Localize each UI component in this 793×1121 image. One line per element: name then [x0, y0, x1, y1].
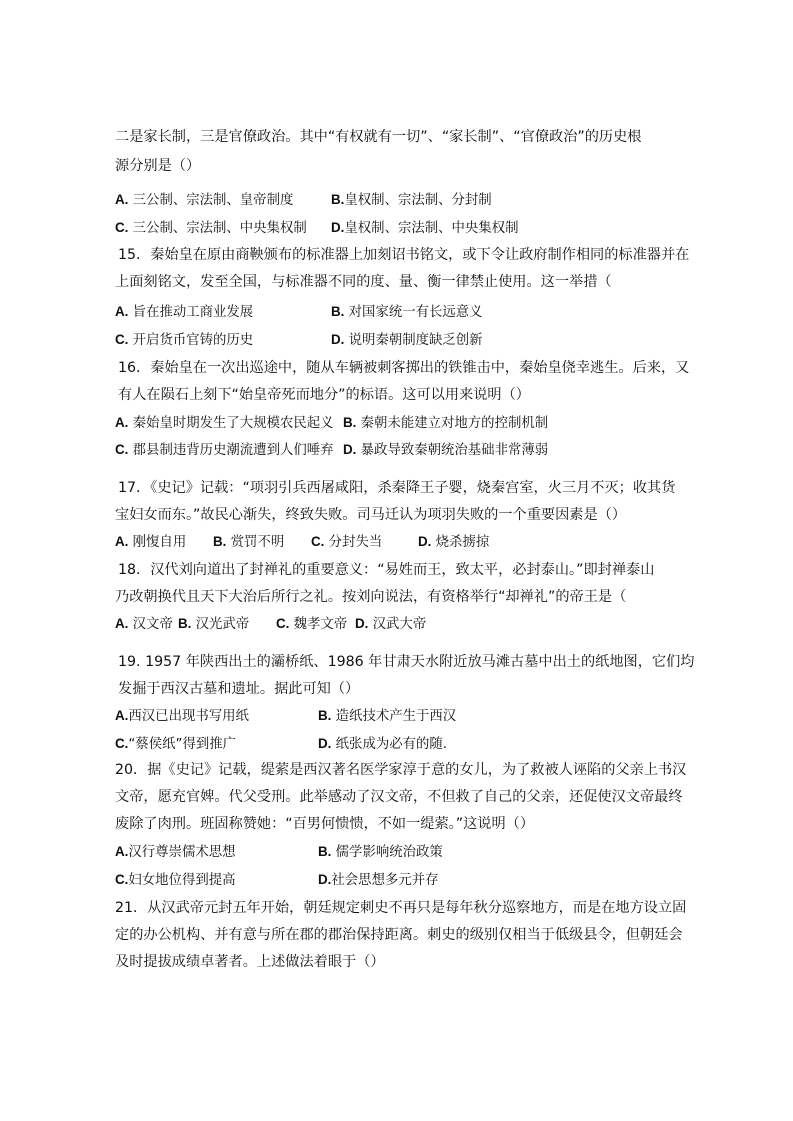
option-text: 汉文帝 — [132, 617, 173, 632]
option-label: B. — [331, 304, 345, 319]
question-15-option-a[interactable] — [115, 302, 253, 323]
question-16-option-b[interactable] — [343, 413, 548, 434]
question-16-option-a[interactable] — [115, 413, 334, 434]
question-19-text-line-2: 发掘于西汉古墓和遗址。据此可知（） — [118, 681, 360, 697]
question-14-option-b[interactable] — [331, 190, 492, 211]
question-17-option-b[interactable] — [213, 532, 284, 553]
option-label: C. — [311, 534, 325, 549]
option-label: C. — [115, 872, 129, 887]
option-text: 开启货币官铸的历史 — [132, 333, 254, 348]
question-14-option-c[interactable] — [115, 218, 307, 239]
option-text: 汉行尊崇儒术思想 — [128, 845, 236, 860]
question-14-text-line-2: 源分别是（） — [115, 158, 201, 174]
question-19-option-a[interactable] — [115, 706, 249, 727]
option-text: 三公制、宗法制、中央集权制 — [132, 221, 307, 236]
question-21-text-line-3: 及时提拔成绩卓著者。上述做法着眼于（） — [115, 954, 385, 970]
question-21-text-line-1: 21．从汉武帝元封五年开始，朝廷规定刺史不再只是每年秋分巡察地方，而是在地方设立固 — [115, 900, 687, 916]
option-text: 汉光武帝 — [195, 617, 250, 632]
question-17-text-line-1: 17．《史记》记载：“项羽引兵西屠咸阳，杀秦降王子婴，烧秦宫室，火三月不灭；收其货 — [118, 480, 676, 496]
question-14-option-d[interactable] — [331, 218, 518, 239]
question-20-text-line-3: 废除了肉刑。班固称赞她：“百男何愦愦，不如一缇萦。”这说明（） — [115, 816, 535, 832]
question-18-option-d[interactable] — [355, 614, 426, 635]
question-14-option-a[interactable] — [115, 190, 293, 211]
option-text: 魏孝文帝 — [293, 617, 348, 632]
option-label: B. — [318, 844, 332, 859]
option-label: D. — [355, 616, 369, 631]
option-label: B. — [178, 616, 192, 631]
question-16-text-line-2: 有人在陨石上刻下“始皇帝死而地分”的标语。这可以用来说明（） — [118, 387, 530, 403]
option-label: B. — [318, 708, 332, 723]
question-19-option-c[interactable] — [115, 734, 236, 755]
option-label: A. — [115, 304, 129, 319]
question-16-text-line-1: 16．秦始皇在一次出巡途中，随从车辆被刺客掷出的铁锥击中，秦始皇侥幸逃生。后来，又 — [118, 360, 690, 376]
question-14-text-line-1: 二是家长制，三是官僚政治。其中“有权就有一切”、“家长制”、“官僚政治”的历史根 — [115, 129, 642, 145]
option-text: “蔡侯纸”得到推广 — [128, 737, 237, 752]
question-19-text-line-1: 19. 1957 年陕西出土的灞桥纸、1986 年甘肃天水附近放马滩古墓中出土的纸地图，它们均 — [118, 654, 695, 670]
question-18-text-line-1: 18．汉代刘向道出了封禅礼的重要意义：“易姓而王，致太平，必封泰山。”即封禅泰山 — [118, 562, 655, 578]
question-20-text-line-2: 文帝，愿充官婢。代父受刑。此举感动了汉文帝，不但救了自己的父亲，还促使汉文帝最终 — [115, 789, 683, 805]
option-label: B. — [331, 192, 345, 207]
question-18-option-b[interactable] — [178, 614, 249, 635]
question-20-option-d[interactable] — [318, 870, 439, 891]
question-19-option-b[interactable] — [318, 706, 456, 727]
option-label: D. — [343, 442, 357, 457]
option-text: 社会思想多元并存 — [331, 873, 439, 888]
option-text: 秦朝未能建立对地方的控制机制 — [360, 416, 549, 431]
option-text: 妇女地位得到提高 — [128, 873, 236, 888]
option-text: 旨在推动工商业发展 — [132, 305, 254, 320]
option-text: 烧杀掳掠 — [435, 535, 490, 550]
option-text: 儒学影响统治政策 — [335, 845, 443, 860]
question-15-option-b[interactable] — [331, 302, 483, 323]
option-label: C. — [115, 332, 129, 347]
option-text: 赏罚不明 — [230, 535, 285, 550]
option-label: C. — [115, 736, 129, 751]
option-label: A. — [115, 616, 129, 631]
option-label: A. — [115, 534, 129, 549]
question-18-option-a[interactable] — [115, 614, 173, 635]
question-17-option-d[interactable] — [418, 532, 489, 553]
option-text: 纸张成为必有的随. — [335, 737, 448, 752]
option-label: A. — [115, 844, 129, 859]
option-text: 分封失当 — [328, 535, 383, 550]
option-text: 皇权制、宗法制、中央集权制 — [344, 221, 519, 236]
question-15-text-line-1: 15．秦始皇在原由商鞅颁布的标准器上加刻诏书铭文，或下令让政府制作相同的标准器并在 — [118, 247, 690, 263]
option-text: 说明秦朝制度缺乏创新 — [348, 333, 483, 348]
question-17-option-a[interactable] — [115, 532, 186, 553]
option-text: 刚愎自用 — [132, 535, 187, 550]
question-21-text-line-2: 定的办公机构、并有意与所在郡的郡治保持距离。刺史的级别仅相当于低级县令，但朝廷会 — [115, 927, 683, 943]
option-text: 造纸技术产生于西汉 — [335, 709, 457, 724]
option-text: 对国家统一有长远意义 — [348, 305, 483, 320]
option-label: B. — [213, 534, 227, 549]
question-18-option-c[interactable] — [276, 614, 347, 635]
option-label: C. — [115, 442, 129, 457]
option-text: 郡县制违背历史潮流遭到人们唾弃 — [132, 443, 334, 458]
option-label: B. — [343, 415, 357, 430]
option-label: D. — [318, 872, 332, 887]
question-20-option-a[interactable] — [115, 842, 236, 863]
option-label: C. — [115, 220, 129, 235]
option-text: 汉武大帝 — [372, 617, 427, 632]
question-15-option-c[interactable] — [115, 330, 253, 351]
question-20-option-c[interactable] — [115, 870, 236, 891]
option-label: A. — [115, 708, 129, 723]
option-text: 暴政导致秦朝统治基础非常薄弱 — [360, 443, 549, 458]
question-19-option-d[interactable] — [318, 734, 447, 755]
option-text: 秦始皇时期发生了大规模农民起义 — [132, 416, 334, 431]
question-20-text-line-1: 20．据《史记》记载，缇萦是西汉著名医学家淳于意的女儿，为了救被人诬陷的父亲上书汉 — [115, 762, 687, 778]
option-text: 西汉已出现书写用纸 — [128, 709, 249, 724]
option-label: D. — [331, 332, 345, 347]
question-18-text-line-2: 乃改朝换代且天下大治后所行之礼。按刘向说法，有资格举行“却禅礼”的帝王是（ — [115, 589, 627, 605]
option-label: D. — [318, 736, 332, 751]
question-20-option-b[interactable] — [318, 842, 443, 863]
question-15-option-d[interactable] — [331, 330, 483, 351]
option-label: A. — [115, 415, 129, 430]
option-label: D. — [418, 534, 432, 549]
question-15-text-line-2: 上面刻铭文，发至全国，与标准器不同的度、量、衡一律禁止使用。这一举措（ — [115, 274, 612, 290]
option-text: 三公制、宗法制、皇帝制度 — [132, 193, 294, 208]
question-17-text-line-2: 宝妇女而东。”故民心渐失，终致失败。司马迁认为项羽失败的一个重要因素是（） — [115, 507, 627, 523]
option-label: D. — [331, 220, 345, 235]
question-16-option-d[interactable] — [343, 440, 548, 461]
question-16-option-c[interactable] — [115, 440, 334, 461]
option-label: A. — [115, 192, 129, 207]
option-label: C. — [276, 616, 290, 631]
question-17-option-c[interactable] — [311, 532, 382, 553]
option-text: 皇权制、宗法制、分封制 — [344, 193, 492, 208]
